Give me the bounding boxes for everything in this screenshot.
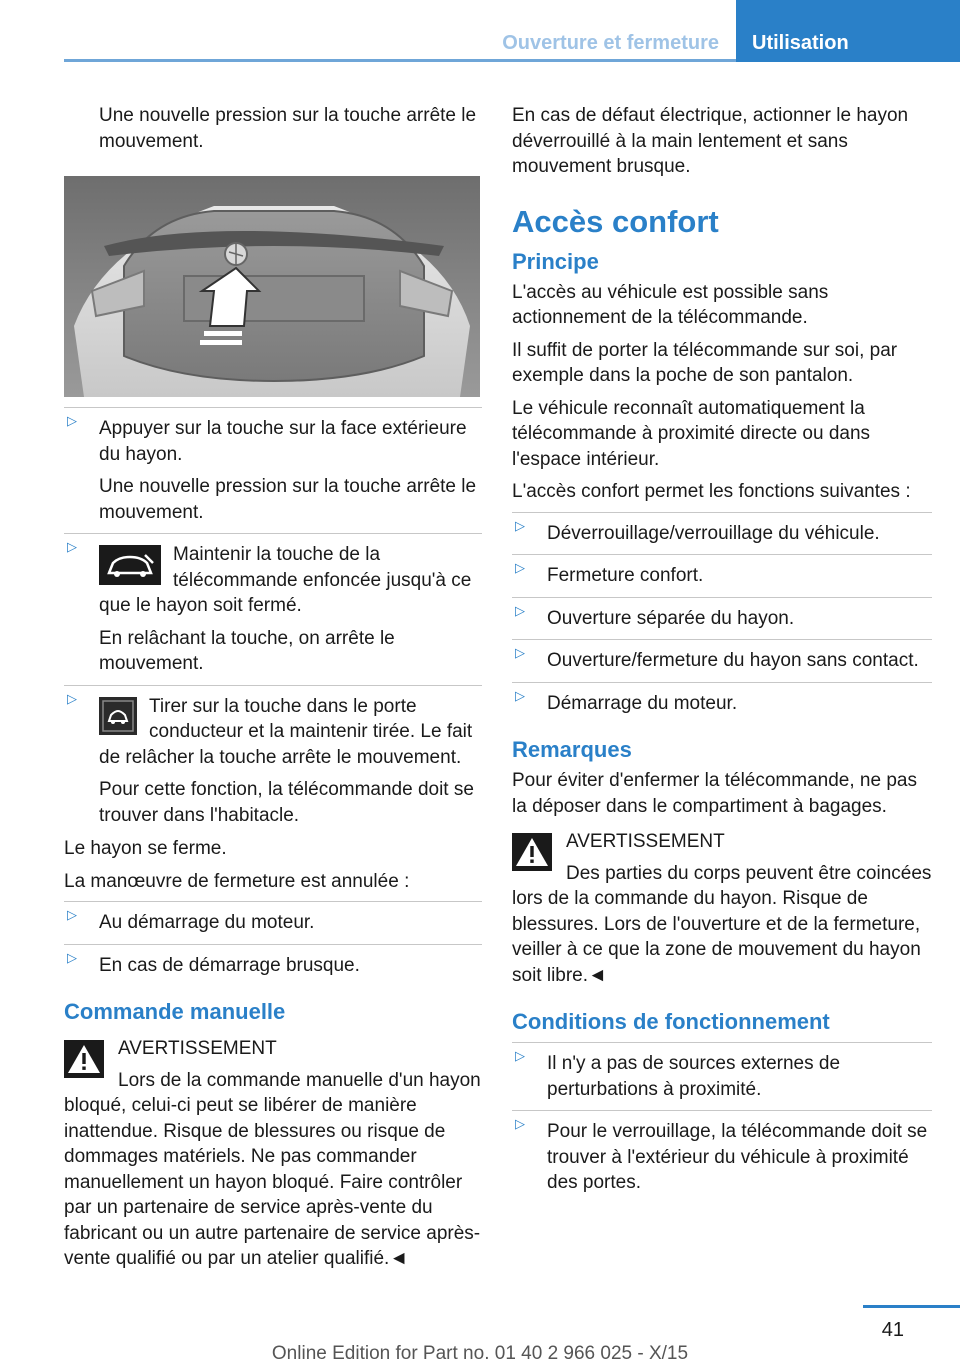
warning-icon: [512, 833, 552, 871]
list-item: ▷ Maintenir la touche de la télécommande enfoncée jusqu'à ce que le hayon soit fermé. En relâchant la touche, on arrête le mouvement.: [64, 533, 482, 677]
list-item: ▷ Pour le verrouillage, la télécommande doit se trouver à l'extérieur du véhicule à proximité des portes.: [512, 1110, 932, 1196]
list-item: ▷ Ouverture séparée du hayon.: [512, 597, 932, 632]
section-title: Accès confort: [512, 203, 719, 239]
list-item: ▷ Ouverture/fermeture du hayon sans contact.: [512, 639, 932, 674]
door-trunk-switch-icon: [99, 697, 137, 735]
list-item: ▷ Appuyer sur la touche sur la face extérieure du hayon. Une nouvelle pression sur la touche arrête le mouvement.: [64, 407, 482, 525]
close-text: Le hayon se ferme.: [64, 838, 227, 859]
left-column: [64, 103, 482, 1279]
principle-text: Il suffit de porter la télécommande sur soi, par exemple dans la poche de son pantalon.: [512, 339, 898, 386]
list-item: ▷ Déverrouillage/verrouillage du véhicule.: [512, 512, 932, 547]
cancel-text: La manœuvre de fermeture est annulée :: [64, 870, 410, 892]
list-item: ▷ Il n'y a pas de sources externes de perturbations à proximité.: [512, 1042, 932, 1102]
principle-heading: Principe: [512, 248, 599, 274]
list-item: ▷ Démarrage du moteur.: [512, 682, 932, 717]
warning-title: AVERTISSEMENT: [566, 831, 725, 852]
warning-title: AVERTISSEMENT: [118, 1038, 277, 1059]
list-item: ▷ En cas de démarrage brusque.: [64, 944, 482, 979]
principle-text: Le véhicule reconnaît automatiquement la télécommande à proximité directe ou dans l'espace intérieur.: [512, 397, 871, 470]
edition-note: Online Edition for Part no. 01 40 2 966 025 - X/15: [271, 1343, 689, 1362]
warning-text: Lors de la commande manuelle d'un hayon bloqué, celui-ci peut se libérer de manière inattendue. Risque de blessures ou risque de dommages matériels. Ne pas commander manuellement un hayon bloqué. Faire contrôler par un partenaire de service après-vente du fabricant ou un autre partenaire de service après-vente qualifié ou par un atelier qualifié.◄: [64, 1069, 481, 1269]
intro-text: Une nouvelle pression sur la touche arrête le mouvement.: [99, 105, 477, 152]
warning-text: Des parties du corps peuvent être coincées lors de la commande du hayon. Risque de blessures. Lors de l'ouverture et de la fermeture, veiller à ce que la zone de mouvement du hayon soit libre.◄: [512, 862, 932, 986]
warning-box: [512, 829, 932, 988]
manual-heading: Commande manuelle: [64, 999, 286, 1024]
warning-box: [64, 1036, 482, 1272]
page-header: [64, 0, 960, 62]
footer-rule: [863, 1305, 960, 1308]
principle-text: L'accès au véhicule est possible sans actionnement de la télécommande.: [512, 281, 829, 328]
remote-trunk-button-icon: [99, 545, 161, 585]
warning-icon: [64, 1040, 104, 1078]
page-number: 41: [881, 1319, 904, 1341]
remarks-heading: Remarques: [512, 737, 632, 762]
conditions-heading: Conditions de fonctionnement: [512, 1009, 830, 1034]
right-column: [512, 103, 932, 1204]
principle-text: L'accès confort permet les fonctions suivantes :: [512, 481, 911, 502]
list-item: ▷ Au démarrage du moteur.: [64, 901, 482, 936]
remarks-text: Pour éviter d'enfermer la télécommande, ne pas la déposer dans le compartiment à bagages.: [512, 770, 917, 817]
list-item: ▷ Tirer sur la touche dans le porte conducteur et la maintenir tirée. Le fait de relâcher la touche arrête le mouvement. Pour cette fonction, la télécommande doit se trouver dans l'habitacle.: [64, 685, 482, 829]
fault-text: En cas de défaut électrique, actionner le hayon déverrouillé à la main lentement et sans mouvement brusque.: [512, 105, 909, 177]
header-section: Ouverture et fermeture: [502, 32, 719, 54]
header-tab: Utilisation: [736, 0, 960, 62]
list-item: ▷ Fermeture confort.: [512, 554, 932, 589]
trunk-photo: [64, 176, 480, 397]
